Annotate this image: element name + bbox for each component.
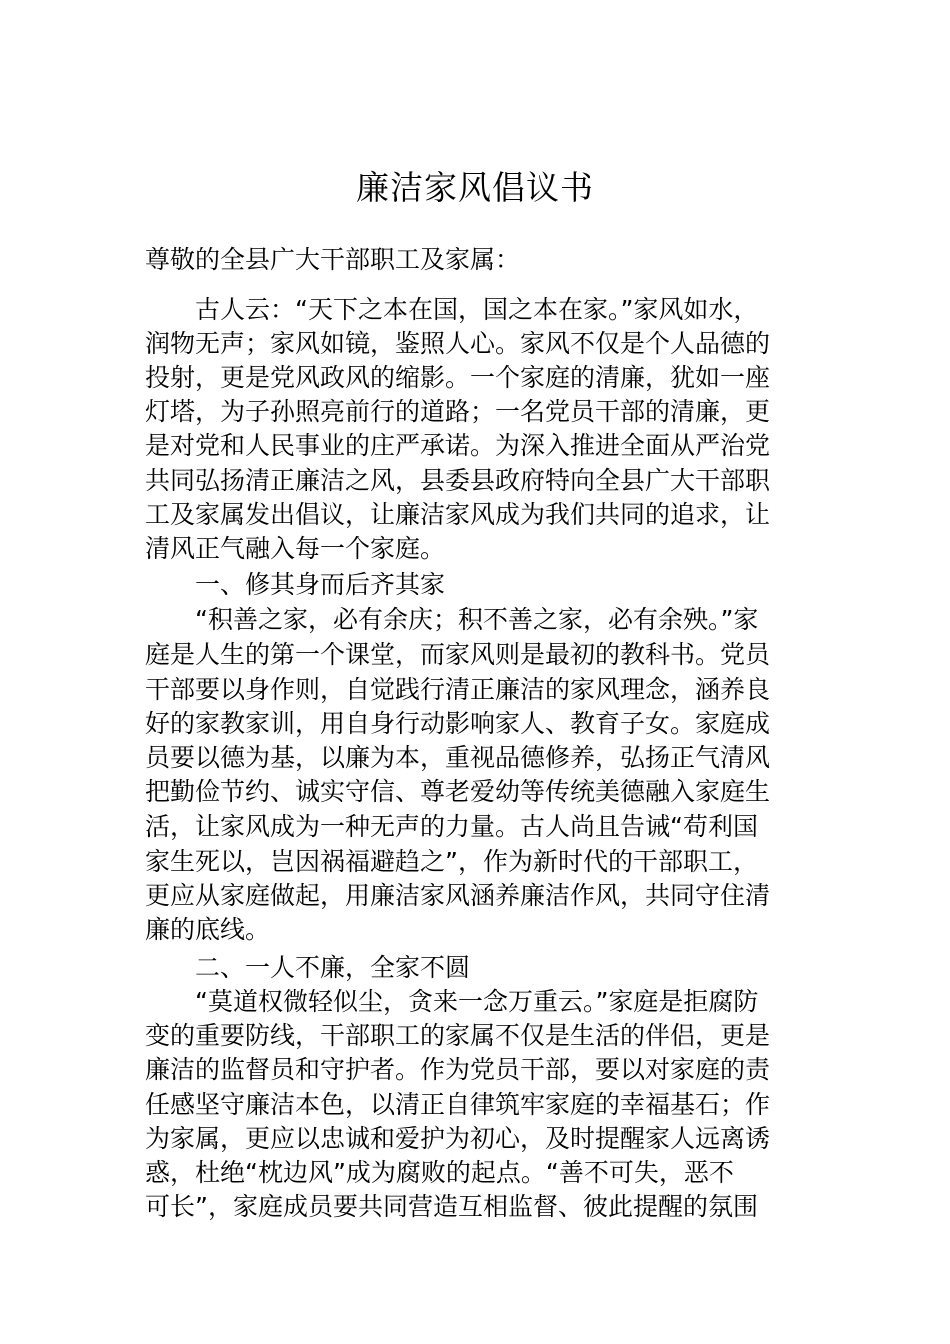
body-line: 好的家教家训，用自身行动影响家人、教育子女。家庭成	[145, 709, 771, 738]
body-line: 变的重要防线，干部职工的家属不仅是生活的伴侣，更是	[145, 1021, 771, 1050]
body-line: 员要以德为基，以廉为本，重视品德修养，弘扬正气清风	[145, 743, 771, 772]
body-line: 庭是人生的第一个课堂，而家风则是最初的教科书。党员	[145, 640, 771, 669]
body-line: 活，让家风成为一种无声的力量。古人尚且告诫“苟利国	[145, 812, 758, 841]
body-line: 清风正气融入每一个家庭。	[145, 534, 446, 563]
body-line: 廉的底线。	[145, 915, 271, 944]
document-title: 廉洁家风倡议书	[356, 168, 594, 207]
section-heading-1: 一、修其身而后齐其家	[145, 570, 446, 599]
body-line: 惑，杜绝“枕边风”成为腐败的起点。“善不可失，恶不	[145, 1158, 734, 1187]
body-line: “莫道权微轻似尘，贪来一念万重云。”家庭是拒腐防	[145, 987, 759, 1016]
body-line: 是对党和人民事业的庄严承诺。为深入推进全面从严治党	[145, 431, 771, 460]
body-line: 为家属，更应以忠诚和爱护为初心，及时提醒家人远离诱	[145, 1124, 771, 1153]
body-line: 干部要以身作则，自觉践行清正廉洁的家风理念，涵养良	[145, 675, 771, 704]
body-line: 任感坚守廉洁本色，以清正自律筑牢家庭的幸福基石；作	[145, 1090, 771, 1119]
body-line: 可长”，家庭成员要共同营造互相监督、彼此提醒的氛围	[145, 1192, 758, 1221]
body-line: 廉洁的监督员和守护者。作为党员干部，要以对家庭的责	[145, 1055, 771, 1084]
body-line: 古人云：“天下之本在国，国之本在家。”家风如水，	[145, 295, 759, 324]
body-line: 灯塔，为子孙照亮前行的道路；一名党员干部的清廉，更	[145, 397, 771, 426]
body-line: 共同弘扬清正廉洁之风，县委县政府特向全县广大干部职	[145, 466, 771, 495]
body-line: 更应从家庭做起，用廉洁家风涵养廉洁作风，共同守住清	[145, 881, 771, 910]
body-line: 润物无声；家风如镜，鉴照人心。家风不仅是个人品德的	[145, 329, 771, 358]
body-line: 投射，更是党风政风的缩影。一个家庭的清廉，犹如一座	[145, 363, 771, 392]
section-heading-2: 二、一人不廉，全家不圆	[145, 953, 471, 982]
body-line: 家生死以，岂因祸福避趋之”，作为新时代的干部职工，	[145, 847, 758, 876]
body-line: “积善之家，必有余庆；积不善之家，必有余殃。”家	[145, 605, 759, 634]
body-line: 把勤俭节约、诚实守信、尊老爱幼等传统美德融入家庭生	[145, 777, 771, 806]
salutation: 尊敬的全县广大干部职工及家属：	[145, 245, 521, 274]
body-line: 工及家属发出倡议，让廉洁家风成为我们共同的追求，让	[145, 500, 771, 529]
